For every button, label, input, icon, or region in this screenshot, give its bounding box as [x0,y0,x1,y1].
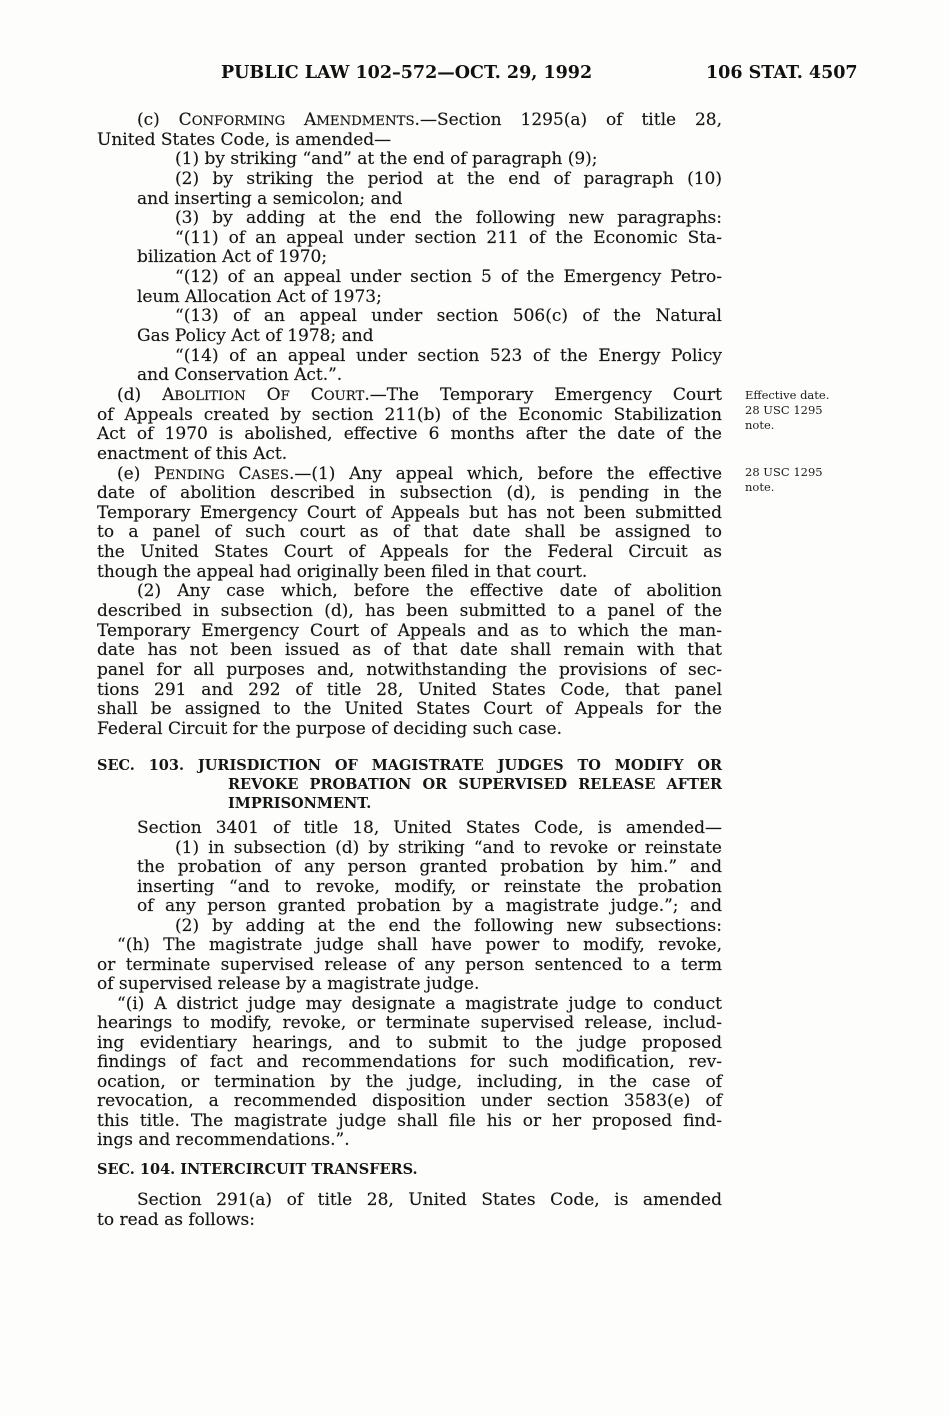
subsection-heading: CONFORMING AMENDMENTS [178,110,415,130]
running-head-title: PUBLIC LAW 102–572—OCT. 29, 1992 [221,63,593,83]
text-line: Act of 1970 is abolished, effective 6 months after the date of the [97,424,722,445]
text-line: “(13) of an appeal under section 506(c) of the Natural [175,306,722,327]
text-line: “(11) of an appeal under section 211 of the Economic Sta- [175,227,722,248]
text-fragment: (c) [137,110,179,130]
text-line: ing evidentiary hearings, and to submit to the judge proposed [97,1032,722,1053]
small-caps-letters: OURT [323,388,365,404]
text-line: “(14) of an appeal under section 523 of the Energy Policy [175,345,722,366]
text-line: (2) by striking the period at the end of paragraph (10) [175,168,722,189]
text-line: “(12) of an appeal under section 5 of the Emergency Petro- [175,267,722,288]
text-line: of any person granted probation by a magistrate judge.”; and [137,896,722,916]
text-line: “(h) The magistrate judge shall have power to modify, revoke, [117,935,722,955]
subsection-heading: ABOLITION OF COURT [162,384,365,405]
small-caps-letters: ASES [251,467,289,483]
text-line: the United States Court of Appeals for the Federal Circuit as [97,542,722,563]
text-line: Temporary Emergency Court of Appeals and as to which the man- [97,620,722,641]
text-line: or terminate supervised release of any person sentenced to a term [97,954,722,975]
small-caps-letters: ONFORMING [191,114,286,129]
text-line: Gas Policy Act of 1978; and [137,326,374,347]
small-caps-letters: MENDMENTS [316,114,415,129]
text-line [97,111,722,131]
text-line: inserting “and to revoke, modify, or reinstate the probation [137,876,722,897]
text-line [97,465,722,485]
text-line: of supervised release by a magistrate judge. [97,974,480,994]
text-line: (1) by striking “and” at the end of paragraph (9); [175,149,598,170]
text-line: and inserting a semicolon; and [137,188,403,209]
margin-note-line: Effective date. [745,388,830,402]
section-heading-line: SEC. 103. JURISDICTION OF MAGISTRATE JUDGES TO MODIFY OR [97,757,722,774]
text-line: the probation of any person granted probation by him.” and [137,857,722,877]
text-line: United States Code, is amended— [97,129,392,150]
margin-note-line: 28 USC 1295 [745,465,823,479]
text-line: panel for all purposes and, notwithstanding the provisions of sec- [97,659,722,680]
text-line: ings and recommendations.”. [97,1130,350,1150]
text-line: revocation, a recommended disposition under section 3583(e) of [97,1091,722,1111]
text-line: Federal Circuit for the purpose of deciding such case. [97,718,563,739]
section-102-continued [97,111,722,740]
page-number: 106 STAT. 4507 [706,63,858,83]
small-caps-letters: BOLITION [174,388,246,404]
text-fragment: (e) [117,463,155,484]
subsection-heading: PENDING CASES [154,463,289,484]
margin-note-pending-cases [745,465,823,495]
text-line: date has not been issued as of that date shall remain with that [97,640,722,661]
text-line: Section 3401 of title 18, United States Code, is amended— [137,818,722,838]
section-heading-line: REVOKE PROBATION OR SUPERVISED RELEASE AFTER [228,776,722,793]
text-line: (2) by adding at the end the following new subsections: [175,915,722,936]
text-line: bilization Act of 1970; [137,247,328,268]
section-heading-line: SEC. 104. INTERCIRCUIT TRANSFERS. [97,1161,418,1178]
margin-note-line: note. [745,418,775,432]
text-line: hearings to modify, revoke, or terminate supervised release, includ- [97,1013,722,1033]
text-line: (2) Any case which, before the effective date of abolition [137,581,722,602]
margin-note-line: 28 USC 1295 [745,403,823,417]
text-line: this title. The magistrate judge shall file his or her proposed find- [97,1110,722,1131]
text-line: shall be assigned to the United States Court of Appeals for the [97,699,722,720]
text-line: (3) by adding at the end the following new paragraphs: [175,208,722,229]
text-line: though the appeal had originally been filed in that court. [97,561,588,582]
section-104-heading [97,1160,722,1179]
text-line: findings of fact and recommendations for such modification, rev- [97,1052,722,1072]
text-fragment: .—Section 1295(a) of title 28, [414,110,722,130]
text-line: of Appeals created by section 211(b) of the Economic Stabilization [97,404,722,425]
text-line: Temporary Emergency Court of Appeals but has not been submitted [97,502,722,523]
text-line: enactment of this Act. [97,443,288,464]
text-line: date of abolition described in subsection (d), is pending in the [97,483,722,504]
text-line: and Conservation Act.”. [137,365,343,386]
text-line: ocation, or termination by the judge, including, in the case of [97,1071,722,1092]
text-fragment: .—The Temporary Emergency Court [364,384,723,405]
text-fragment: .—(1) Any appeal which, before the effective [288,463,723,484]
section-heading-line: IMPRISONMENT. [228,795,372,812]
section-103-heading [97,756,722,813]
section-103-body [97,819,722,1151]
text-line [97,386,722,406]
text-line: Section 291(a) of title 28, United States Code, is amended [137,1190,722,1210]
text-line: to read as follows: [97,1210,255,1230]
section-104-body [97,1190,722,1230]
text-fragment: (d) [117,384,163,405]
text-line: tions 291 and 292 of title 28, United States Code, that panel [97,679,722,700]
text-line: (1) in subsection (d) by striking “and to revoke or reinstate [175,837,722,858]
small-caps-letters: F [280,388,290,404]
text-line: “(i) A district judge may designate a magistrate judge to conduct [117,993,722,1014]
text-line: leum Allocation Act of 1973; [137,286,382,307]
text-line: to a panel of such court as of that date shall be assigned to [97,522,722,543]
margin-note-effective-date [745,388,829,433]
margin-note-line: note. [745,480,775,494]
text-line: described in subsection (d), has been submitted to a panel of the [97,601,722,622]
small-caps-letters: ENDING [165,467,225,483]
